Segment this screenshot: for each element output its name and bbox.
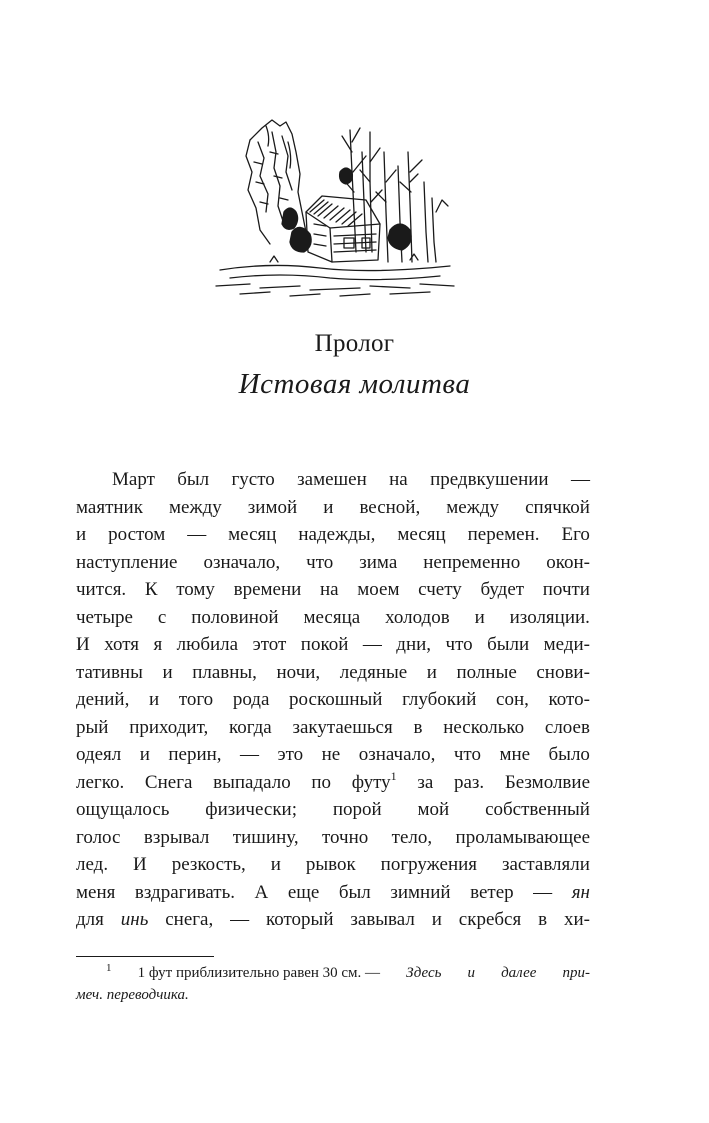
footnote-plain-text: 1 фут приблизительно равен 30 см. — [137,965,381,981]
text-line [76,824,590,852]
word: перемен. [467,524,540,545]
word: плавны, [192,661,257,683]
word: дений, [76,689,130,710]
text-line [76,906,590,934]
word: между [168,496,222,518]
word: лед. [76,854,109,875]
word: спячкой [525,496,590,518]
word: счету [418,579,462,600]
text-line [76,466,590,494]
word: я [153,634,163,655]
word: погружения [380,854,478,875]
text-line [76,741,590,769]
word: — [533,881,553,903]
word: и [149,689,160,710]
word: маятник [76,496,143,518]
word: точно [321,826,369,848]
word: А [254,881,269,903]
text-line [76,604,590,632]
footnote-italic-word: Здесь [406,965,442,981]
word: Снега [144,771,193,793]
word: приходит, [129,716,209,738]
word: инь [120,909,149,930]
word: и [76,524,87,545]
word: — [570,469,590,490]
word: глубокий [402,689,477,710]
word: что [306,551,334,573]
text-line [76,521,590,549]
word: зимний [390,881,451,903]
word: зимой [247,496,298,518]
word: того [178,689,214,710]
word: на [389,469,408,490]
word: — [362,634,382,655]
word: слоев [544,716,590,738]
word: будет [480,579,525,600]
text-line [76,659,590,687]
word: взрывал [143,826,210,848]
word: почти [542,579,590,600]
word: ян [571,881,590,903]
word: замешен [297,469,367,490]
word: это [277,744,304,765]
footnote-marker: 1 [106,962,112,974]
word: окон- [546,551,590,573]
word: — [240,744,259,765]
word: месяца [303,606,361,628]
word: ощущалось [76,799,170,820]
footnote-rule [76,956,214,957]
word: К [144,579,158,600]
footnote-italic-word: при- [562,965,590,981]
word: времени [233,579,302,600]
word: четыре [76,606,133,628]
word: когда [228,716,272,738]
word: непременно [423,551,521,573]
text-line [76,879,590,907]
word: предвкушении [430,469,549,490]
word: резкость, [171,854,246,875]
word: Безмолвие [504,771,590,793]
word: ледяные [339,661,408,683]
word: ветер [470,881,514,903]
word: ночи, [276,661,321,683]
word: — [230,909,250,930]
text-line [76,494,590,522]
word: проламывающее [455,826,590,848]
word: снега, [165,909,214,930]
word: был [177,469,210,490]
word: чится. [76,579,127,600]
word: любила [176,634,239,655]
word: тативны [76,661,143,683]
word: мой [417,799,450,820]
word: покой [300,634,349,655]
word: были [487,634,530,655]
word: перин, [168,744,222,765]
word: порой [332,799,382,820]
word: для [76,909,104,930]
text-line [76,796,590,824]
word: ростом [108,524,166,545]
text-line [76,549,590,577]
word: означало, [358,744,436,765]
word: сон, [496,689,529,710]
text-line [76,769,590,797]
word: хотя [104,634,140,655]
word: кото- [548,689,590,710]
word: изоляции. [509,606,590,628]
footnote [76,962,590,1006]
word: что [453,744,481,765]
word: физически; [205,799,297,820]
text-line [76,714,590,742]
word: в [413,716,423,738]
word: этот [252,634,287,655]
winter-cabin-sketch-icon [210,112,460,302]
word: мне [499,744,531,765]
word: тело, [391,826,433,848]
word: футу [351,771,391,793]
word: Март [112,469,155,490]
word: тишину, [232,826,299,848]
word: и [323,496,334,518]
text-line [76,686,590,714]
word: меди- [543,634,590,655]
word: и [162,661,173,683]
word: что [445,634,473,655]
word: месяц [228,524,277,545]
word: на [319,579,339,600]
word: И [76,634,90,655]
word: раз. [453,771,485,793]
footnote-italic-word: далее [501,965,537,981]
word: был [338,881,371,903]
word: голос [76,826,121,848]
word: по [311,771,332,793]
word: И [133,854,147,875]
word: завывал [350,909,415,930]
footnote-reference[interactable]: 1 [390,768,397,783]
word: было [548,744,590,765]
word: с [157,606,167,628]
word-with-footnote [352,769,397,797]
word: еще [287,881,320,903]
text-line [76,851,590,879]
word: означало, [203,551,281,573]
word: легко. [76,771,125,793]
word: весной, [359,496,421,518]
footnote-line-2 [76,984,590,1006]
word: рода [232,689,270,710]
word: месяц [397,524,446,545]
word: — [187,524,207,545]
word: хи- [563,909,590,930]
word: закутаешься [292,716,393,738]
word: рый [76,716,109,738]
word: полные [456,661,517,683]
word: и [270,854,281,875]
word: наступление [76,551,178,573]
word: половиной [191,606,279,628]
word: между [446,496,500,518]
word: роскошный [289,689,383,710]
word: рывок [305,854,356,875]
word: не [321,744,341,765]
footnote-italic-word: и [467,965,476,981]
text-line [76,576,590,604]
word: и [474,606,485,628]
word: в [538,909,548,930]
word: выпадало [213,771,291,793]
word: холодов [385,606,450,628]
word: снови- [536,661,590,683]
body-text [76,466,590,934]
word: Его [561,524,590,545]
word: и [139,744,150,765]
footnote-italic-text: меч. переводчика. [76,987,189,1003]
word: моем [357,579,400,600]
word: который [265,909,334,930]
word: и [426,661,437,683]
chapter-label: Пролог [314,330,395,357]
word: тому [176,579,215,600]
word: заставляли [501,854,590,875]
word: зима [359,551,398,573]
word: собственный [485,799,590,820]
word: густо [231,469,275,490]
word: дни, [396,634,432,655]
word: несколько [443,716,525,738]
word: и [431,909,442,930]
chapter-title: Истовая молитва [238,368,471,400]
word: меня [76,881,116,903]
word: надежды, [298,524,376,545]
text-line [76,631,590,659]
word: скребся [458,909,522,930]
word: за [417,771,434,793]
footnote-line-1 [76,962,590,984]
word: одеял [76,744,122,765]
word: вздрагивать. [134,881,235,903]
